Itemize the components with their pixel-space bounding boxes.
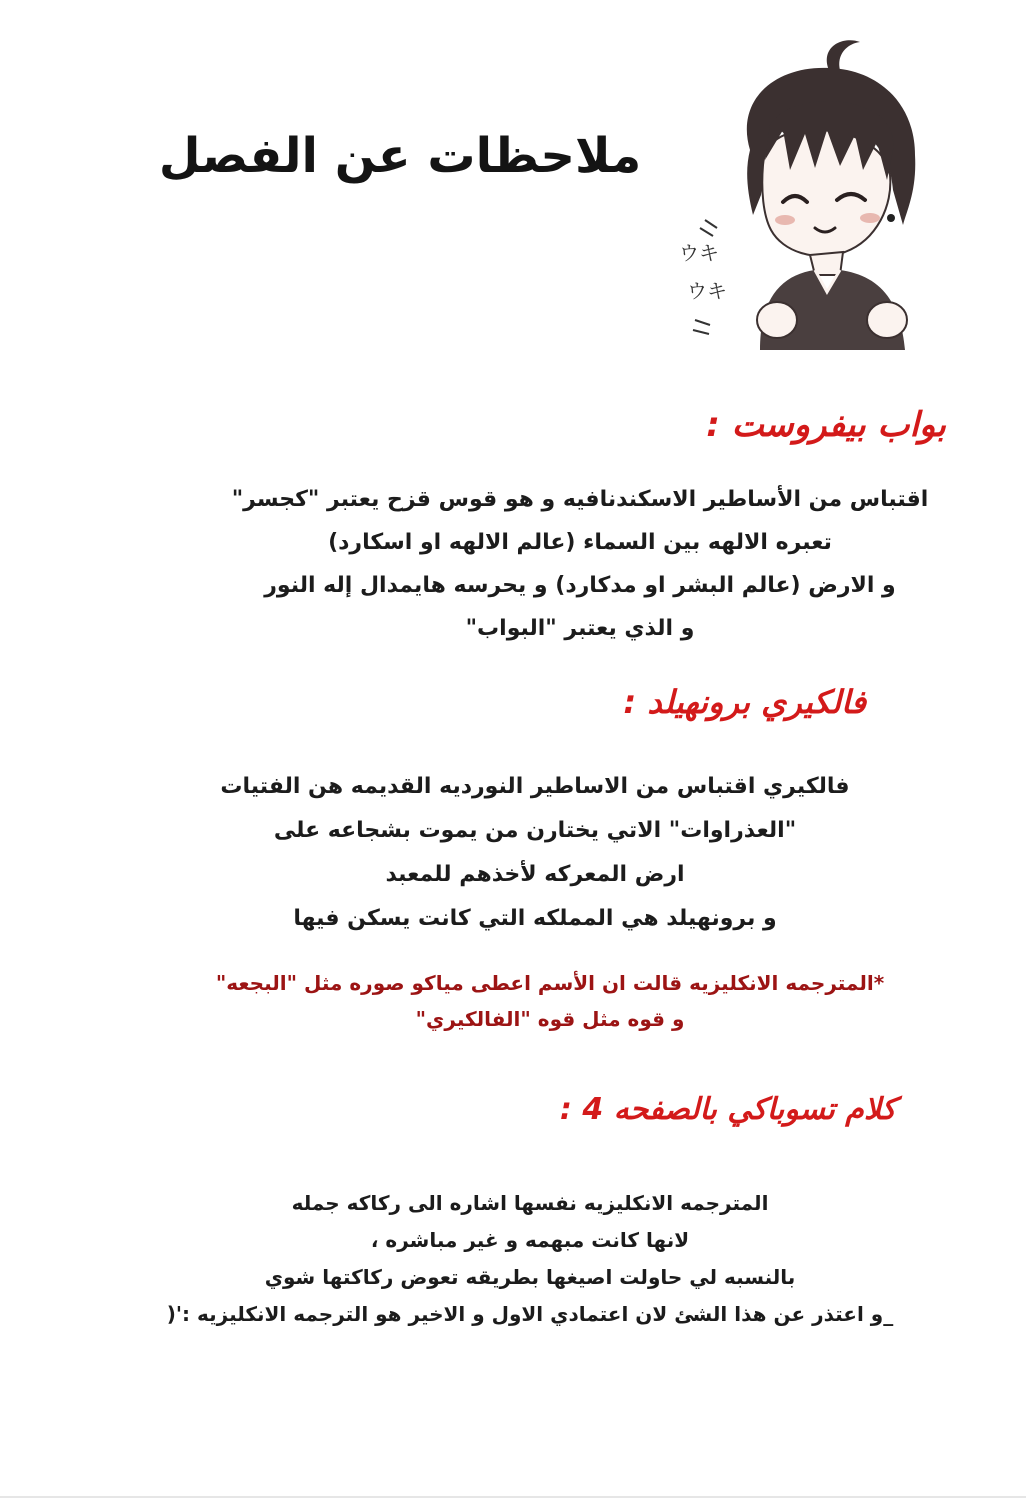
page-title: ملاحظات عن الفصل (158, 128, 642, 184)
text-line: ارض المعركه لأخذهم للمعبد (385, 862, 685, 887)
sfx-text-2: ウキ (687, 279, 727, 303)
text-line: المترجمه الانكليزيه نفسها اشاره الى ركاكه جمله (291, 1191, 769, 1215)
note-line: *المترجمه الانكليزيه قالت ان الأسم اعطى مياكو صوره مثل "البجعه" (215, 971, 885, 995)
text-line: و برونهيلد هي المملكه التي كانت يسكن فيها (293, 906, 777, 931)
text-line: "العذراوات" الاتي يختارن من يموت بشجاعه على (273, 818, 797, 843)
text-line: تعبره الالهه بين السماء (عالم الالهه او اسكارد) (328, 530, 832, 555)
text-line: و الذي يعتبر "البواب" (465, 616, 695, 641)
note-line: و قوه مثل قوه "الفالكيري" (415, 1007, 685, 1031)
text-line: _و اعتذر عن هذا الشئ لان اعتمادي الاول و الاخير هو الترجمه الانكليزيه :'( (166, 1302, 894, 1326)
translator-note (195, 965, 905, 1037)
section-heading-valkyrie: فالكيري برونهيلد : (623, 683, 866, 721)
text-line: بالنسبه لي حاولت اصيغها بطريقه تعوض ركاكتها شوي (264, 1265, 796, 1289)
chibi-character-illustration (665, 30, 945, 350)
section-heading-tsubaki: كلام تسوباكي بالصفحه 4 : (559, 1092, 896, 1127)
section-body-bifrost (230, 478, 930, 650)
section-body-tsubaki (130, 1185, 930, 1333)
sfx-text-1: ウキ (679, 241, 719, 265)
text-line: لانها كانت مبهمه و غير مباشره ، (370, 1228, 690, 1252)
text-line: فالكيري اقتباس من الاساطير النورديه القديمه هن الفتيات (220, 774, 850, 799)
text-line: و الارض (عالم البشر او مدكارد) و يحرسه هايمدال إله النور (264, 573, 896, 598)
section-heading-bifrost: بواب بيفروست : (706, 405, 946, 445)
text-line: اقتباس من الأساطير الاسكندنافيه و هو قوس قزح يعتبر "كجسر" (231, 487, 929, 512)
section-body-valkyrie (190, 765, 880, 941)
page-bottom-divider (0, 1496, 1026, 1498)
